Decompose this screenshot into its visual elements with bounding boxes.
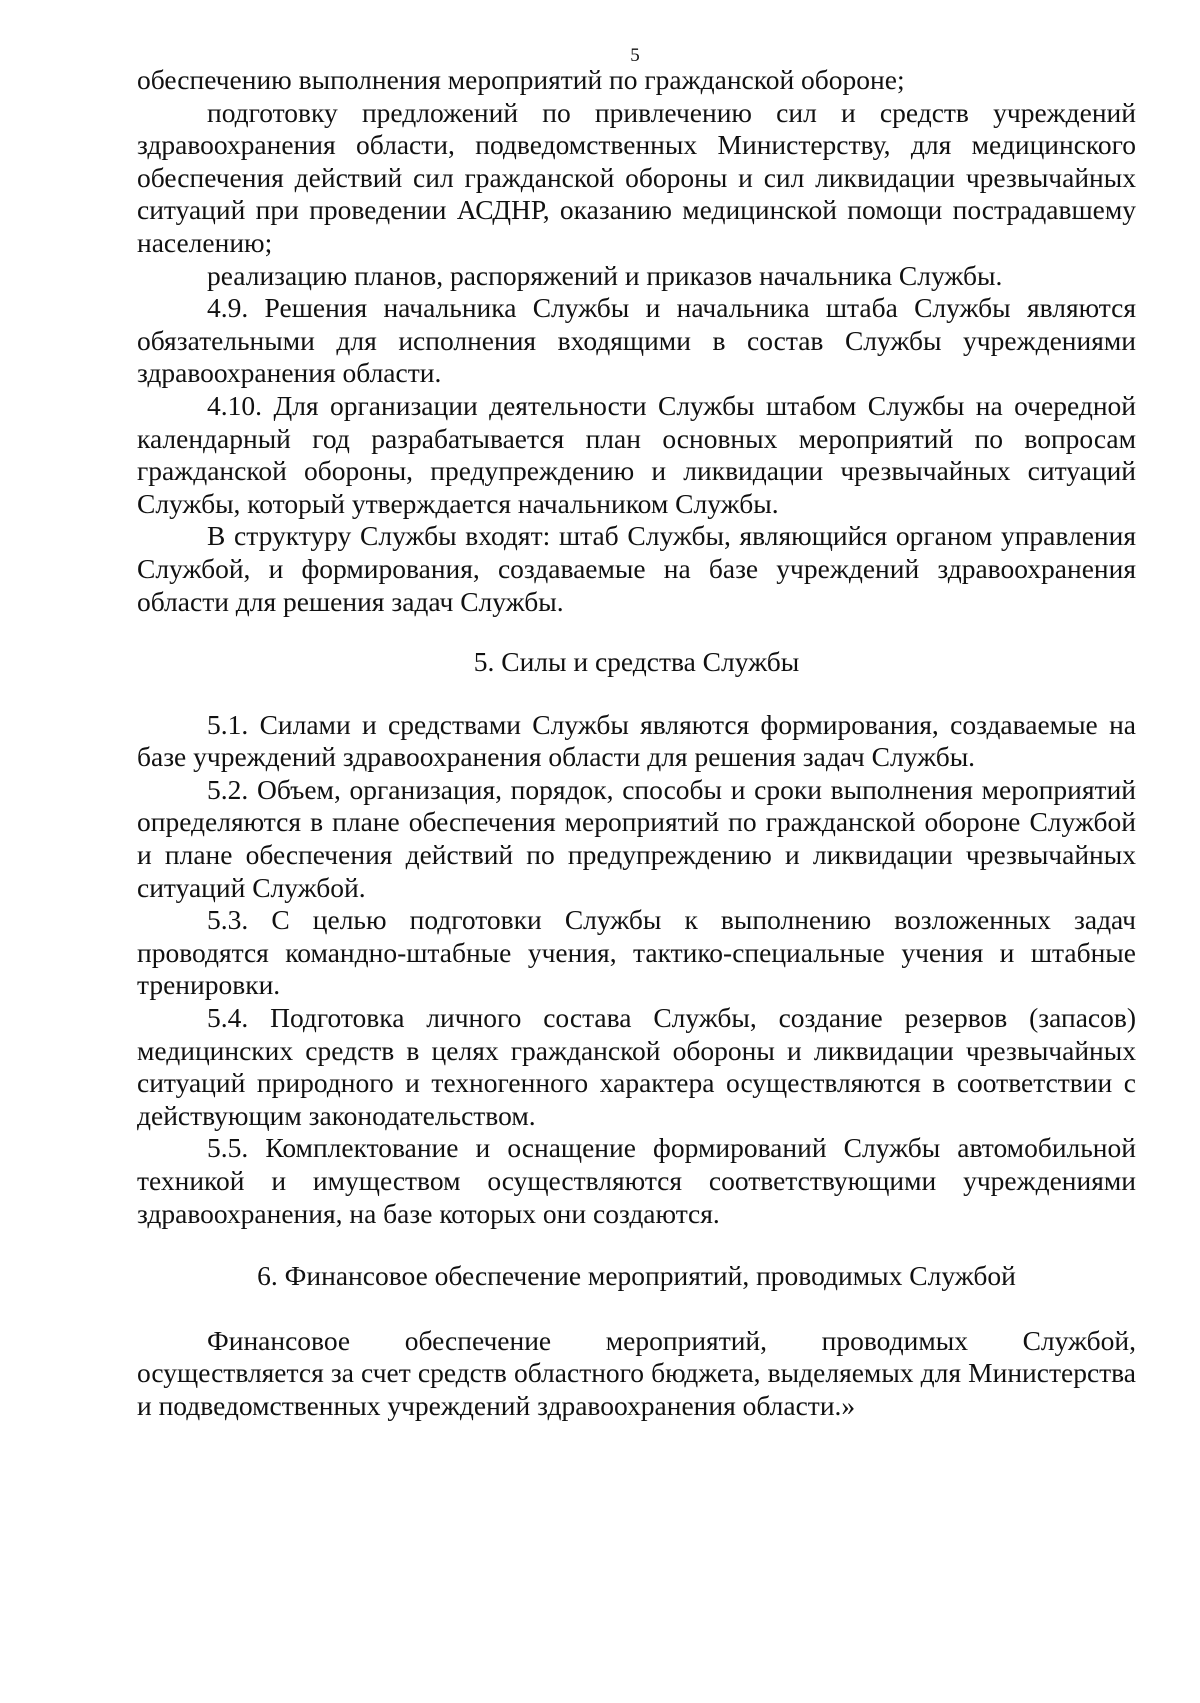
paragraph-5-3: 5.3. С целью подготовки Службы к выполнению возложенных задач проводятся командно-штабные учения, тактико-специальные учения и штабные тренировки. (137, 904, 1136, 1001)
paragraph-proposals: подготовку предложений по привлечению сил и средств учреждений здравоохранения области, подведомственных Министерству, для медицинского обеспечения действий сил гражданской обороны и сил ликвидации чрезвычайных ситуаций при проведении АСДНР, оказанию медицинской помощи пострадавшему населению; (137, 96, 1136, 258)
paragraph-continuation: обеспечению выполнения мероприятий по гражданской обороне; (137, 64, 905, 95)
paragraph-financing: Финансовое обеспечение мероприятий, проводимых Службой, осуществляется за счет средств областного бюджета, выделяемых для Министерства и подведомственных учреждений здравоохранения области.» (137, 1324, 1136, 1421)
paragraph-5-2: 5.2. Объем, организация, порядок, способы и сроки выполнения мероприятий определяются в плане обеспечения мероприятий по гражданской обороне Службой и плане обеспечения действий по предупреждению и ликвидации чрезвычайных ситуаций Службой. (137, 773, 1136, 903)
page-number: 5 (630, 45, 640, 66)
section-6-heading: 6. Финансовое обеспечение мероприятий, проводимых Службой (257, 1260, 1016, 1292)
paragraph-5-1: 5.1. Силами и средствами Службы являются формирования, создаваемые на базе учреждений здравоохранения области для решения задач Службы. (137, 708, 1136, 773)
paragraph-5-4: 5.4. Подготовка личного состава Службы, создание резервов (запасов) медицинских средств в целях гражданской обороны и ликвидации чрезвычайных ситуаций природного и техногенного характера осуществляются в соответствии с действующим законодательством. (137, 1002, 1136, 1131)
paragraph-implementation: реализацию планов, распоряжений и приказов начальника Службы. (207, 259, 1003, 291)
paragraph-structure: В структуру Службы входят: штаб Службы, являющийся органом управления Службой, и формирования, создаваемые на базе учреждений здравоохранения области для решения задач Службы. (137, 520, 1136, 617)
paragraph-5-5: 5.5. Комплектование и оснащение формирований Службы автомобильной техникой и имуществом осуществляются соответствующими учреждениями здравоохранения, на базе которых они создаются. (137, 1132, 1136, 1229)
document-body (137, 64, 1136, 1423)
section-5-heading: 5. Силы и средства Службы (473, 646, 800, 678)
paragraph-4-9: 4.9. Решения начальника Службы и начальника штаба Службы являются обязательными для исполнения входящими в состав Службы учреждениями здравоохранения области. (137, 292, 1136, 389)
paragraph-4-10: 4.10. Для организации деятельности Службы штабом Службы на очередной календарный год разрабатывается план основных мероприятий по вопросам гражданской обороны, предупреждению и ликвидации чрезвычайных ситуаций Службы, который утверждается начальником Службы. (137, 389, 1136, 519)
